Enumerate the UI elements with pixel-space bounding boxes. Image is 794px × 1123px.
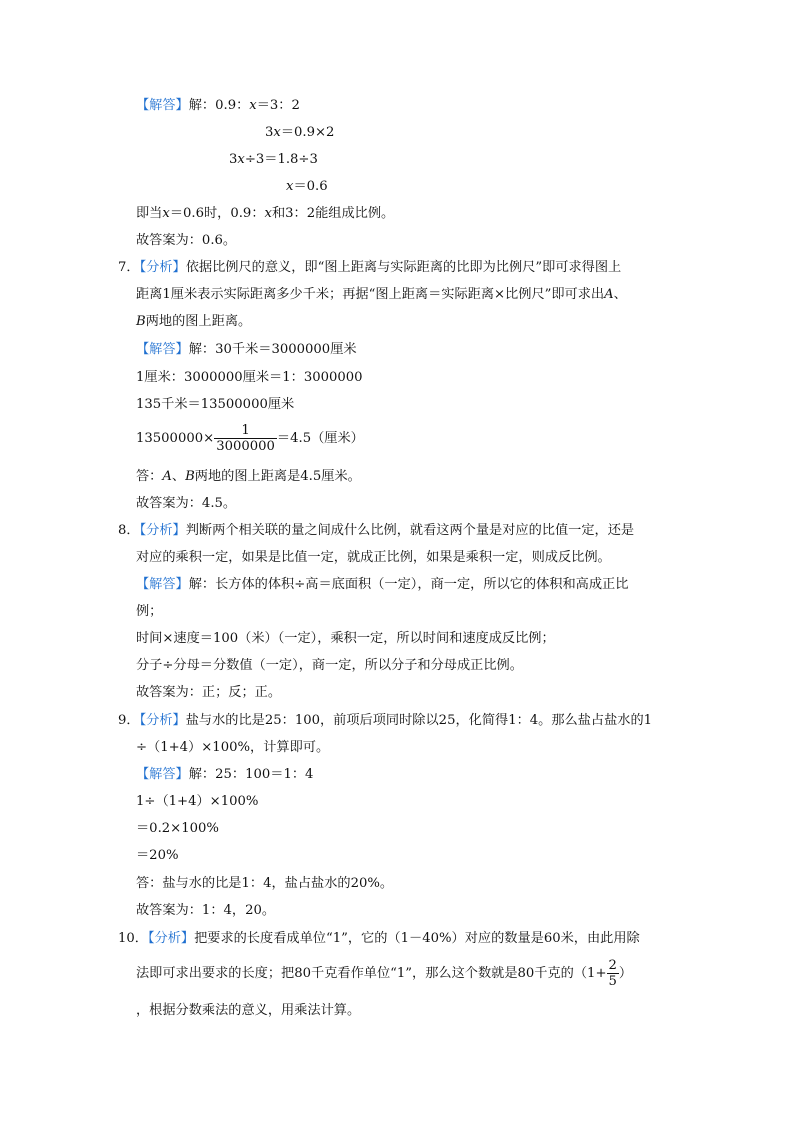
analysis-tag: 【分析】: [147, 931, 195, 946]
answer-tag: 【解答】: [136, 98, 189, 113]
analysis-tag: 【分析】: [139, 523, 186, 538]
question-number: 8．: [118, 523, 140, 538]
q7-answer-line-4: 13500000× $\frac{1}{3000000}$ ＝4.5（厘米）: [136, 423, 364, 454]
fraction-denominator: 5: [608, 974, 617, 989]
q9-analysis-line-2: ÷（1+4）×100%，计算即可。: [136, 740, 330, 755]
q6-equation-line-4: x＝0.6: [286, 179, 328, 194]
q9-answer-line-3: ＝0.2×100%: [136, 821, 219, 836]
q6-equation-line-2: 3x＝0.9×2: [265, 125, 335, 140]
q9-answer-line-4: ＝20%: [136, 848, 179, 863]
fraction-numerator: 2: [608, 958, 617, 973]
question-number: 9．: [118, 713, 140, 728]
q8-conclusion: 故答案为：正；反；正。: [136, 685, 282, 700]
q9-analysis-line-1: 9．【分析】盐与水的比是25：100，前项后项同时除以25，化简得1：4。那么盐占盐水的1: [118, 713, 653, 728]
q9-answer-line-5: 答：盐与水的比是1：4，盐占盐水的20%。: [136, 876, 394, 891]
q7-analysis-line-1: 7．【分析】依据比例尺的意义，即“图上距离与实际距离的比即为比例尺”即可求得图上: [118, 260, 622, 275]
q8-answer-line-4: 分子÷分母＝分数值（一定），商一定，所以分子和分母成正比例。: [136, 658, 523, 673]
q6-explanation: 即当x＝0.6时，0.9：x和3：2能组成比例。: [136, 206, 395, 221]
q8-analysis-line-2: 对应的乘积一定，如果是比值一定，就成正比例，如果是乘积一定，则成反比例。: [136, 550, 611, 565]
q7-answer-line-1: 【解答】解：30千米＝3000000厘米: [136, 342, 357, 357]
fraction: [607, 958, 619, 989]
q7-answer-line-3: 135千米＝13500000厘米: [136, 397, 295, 412]
q9-answer-line-2: 1÷（1+4）×100%: [136, 794, 259, 809]
question-number: 7．: [118, 260, 140, 275]
answer-tag: 【解答】: [136, 577, 189, 592]
q8-answer-line-2: 例；: [136, 604, 163, 619]
q7-analysis-line-3: B两地的图上距离。: [136, 314, 252, 329]
analysis-tag: 【分析】: [139, 713, 186, 728]
q9-answer-line-1: 【解答】解：25：100＝1：4: [136, 767, 314, 782]
q9-conclusion: 故答案为：1：4，20。: [136, 903, 276, 918]
q6-answer-line-1: 【解答】解：0.9：x＝3：2: [136, 98, 300, 113]
fraction-denominator: 3000000: [216, 439, 275, 454]
q6-conclusion: 故答案为：0.6。: [136, 233, 237, 248]
q10-analysis-line-1: 10．【分析】把要求的长度看成单位“1”，它的（1－40%）对应的数量是60米，由此用除: [118, 931, 640, 946]
q8-analysis-line-1: 8．【分析】判断两个相关联的量之间成什么比例，就看这两个量是对应的比值一定，还是: [118, 523, 635, 538]
q6-equation-line-3: 3x÷3＝1.8÷3: [229, 152, 318, 167]
q8-answer-line-3: 时间×速度＝100（米）（一定），乘积一定，所以时间和速度成反比例；: [136, 631, 555, 646]
fraction: [214, 423, 277, 454]
q7-analysis-line-2: 距离1厘米表示实际距离多少千米；再据“图上距离＝实际距离×比例尺”即可求出A、: [136, 287, 627, 302]
answer-tag: 【解答】: [136, 342, 189, 357]
analysis-tag: 【分析】: [139, 260, 186, 275]
answer-tag: 【解答】: [136, 767, 189, 782]
q7-answer-line-5: 答：A、B两地的图上距离是4.5厘米。: [136, 469, 361, 484]
q10-analysis-line-2: 法即可求出要求的长度；把80千克看作单位“1”，那么这个数就是80千克的（1+ $\frac{2}{5}$ ）: [136, 958, 633, 989]
question-number: 10．: [118, 931, 148, 946]
q7-answer-line-2: 1厘米：3000000厘米＝1：3000000: [136, 370, 363, 385]
fraction-numerator: 1: [241, 423, 250, 438]
q8-answer-line-1: 【解答】解：长方体的体积÷高＝底面积（一定），商一定，所以它的体积和高成正比: [136, 577, 629, 592]
q7-conclusion: 故答案为：4.5。: [136, 496, 237, 511]
q10-analysis-line-3: ，根据分数乘法的意义，用乘法计算。: [136, 1003, 361, 1018]
